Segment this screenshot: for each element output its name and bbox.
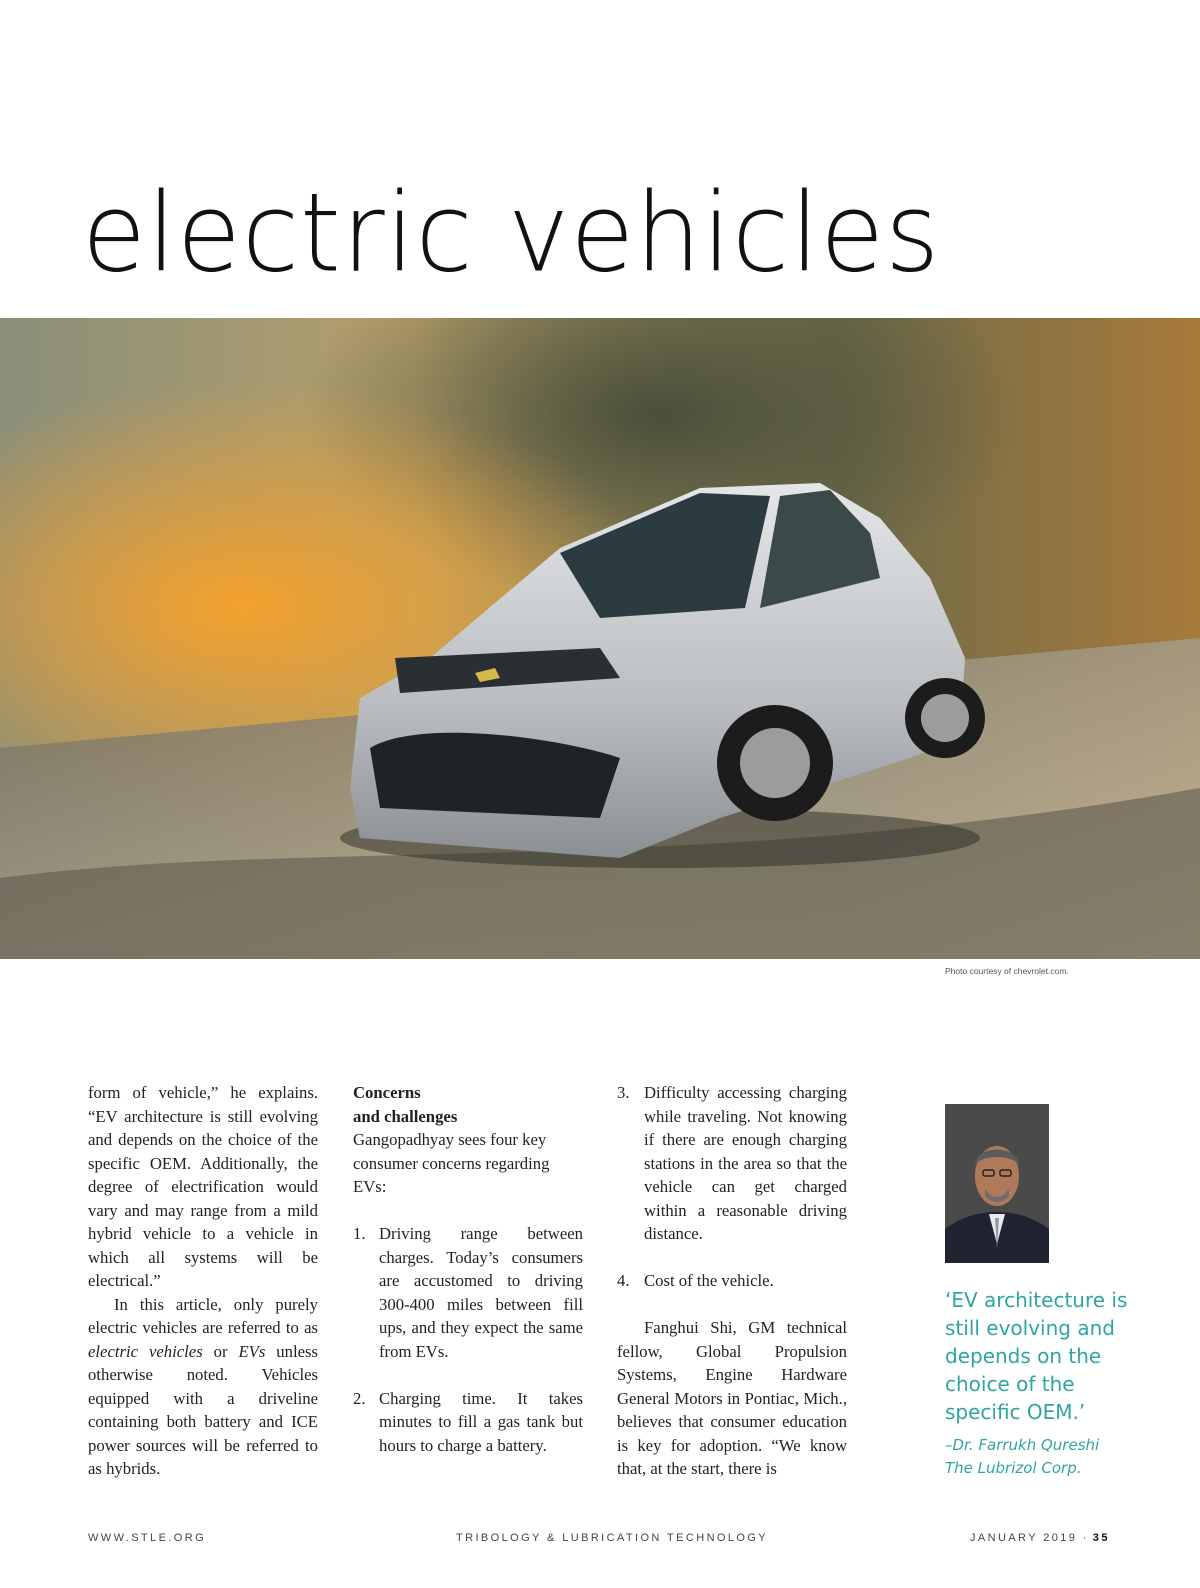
photo-caption: Photo courtesy of chevrolet.com. xyxy=(945,966,1069,976)
headline: electric vehicles xyxy=(82,168,941,297)
list-item xyxy=(617,1269,847,1293)
footer-website: WWW.STLE.ORG xyxy=(88,1532,207,1544)
attribution-name: –Dr. Farrukh Qureshi xyxy=(945,1436,1100,1454)
car-photo xyxy=(0,318,1200,959)
page-number: 35 xyxy=(1092,1532,1110,1544)
column-3 xyxy=(617,1081,847,1481)
portrait-photo xyxy=(945,1104,1049,1263)
list-number: 1. xyxy=(353,1224,366,1243)
list-item xyxy=(353,1222,583,1363)
heading-line: Concerns xyxy=(353,1083,421,1102)
paragraph: Gangopadhyay sees four key consumer concerns regarding EVs: xyxy=(353,1130,550,1196)
list-number: 2. xyxy=(353,1388,366,1408)
list-number: 3. xyxy=(617,1083,630,1102)
text-run: unless otherwise noted. Vehicles equipped with a driveline containing both battery and ICE power sources will be referred to as hybrids. xyxy=(88,1341,319,1478)
column-1 xyxy=(88,1081,318,1481)
paragraph: form of vehicle,” he explains. “EV architecture is still evolving and depends on the choice of the specific OEM. Additionally, the degree of electrification would vary and may range from a mild hybrid vehicle to a vehicle in which all systems will be electrical.” xyxy=(88,1083,318,1290)
list-text: Charging time. It takes minutes to fill a gas tank but hours to charge a battery. xyxy=(379,1388,583,1455)
section-heading xyxy=(353,1081,583,1128)
text-run: In this article, only purely electric vehicles are referred to as xyxy=(88,1294,318,1337)
list-text: Cost of the vehicle. xyxy=(644,1271,774,1290)
paragraph: Fanghui Shi, GM technical fellow, Global Propulsion Systems, Engine Hardware General Motors in Pontiac, Mich., believes that consumer education is key for adoption. “We know that, at the start, there is xyxy=(617,1318,847,1478)
attribution-org: The Lubrizol Corp. xyxy=(945,1459,1082,1477)
list-number: 4. xyxy=(617,1271,630,1290)
pull-quote-attribution xyxy=(945,1434,1145,1480)
concerns-list xyxy=(617,1081,847,1293)
concerns-list xyxy=(353,1222,583,1457)
list-item xyxy=(617,1081,847,1246)
list-text: Difficulty accessing charging while traveling. Not knowing if there are enough charging stations in the area so that the vehicle can get charged within a reasonable driving distance. xyxy=(644,1083,847,1243)
emphasis: electric vehicles xyxy=(88,1341,203,1361)
column-2 xyxy=(353,1081,583,1457)
footer-publication: TRIBOLOGY & LUBRICATION TECHNOLOGY xyxy=(456,1532,769,1544)
heading-line: and challenges xyxy=(353,1106,458,1126)
footer-date: JANUARY 2019 · xyxy=(970,1532,1089,1544)
text-run: or xyxy=(202,1341,239,1361)
paragraph xyxy=(88,1293,318,1481)
footer-date-page xyxy=(970,1532,1110,1544)
car-photo-illustration xyxy=(0,318,1200,959)
list-item xyxy=(353,1387,583,1458)
portrait-illustration xyxy=(945,1104,1049,1263)
list-text: Driving range between charges. Today’s consumers are accustomed to driving 300-400 miles between fill ups, and they expect the same from EVs. xyxy=(379,1224,583,1361)
pull-quote: ‘EV architecture is still evolving and depends on the choice of the specific OEM.’ xyxy=(945,1288,1128,1424)
emphasis: EVs xyxy=(238,1341,266,1361)
